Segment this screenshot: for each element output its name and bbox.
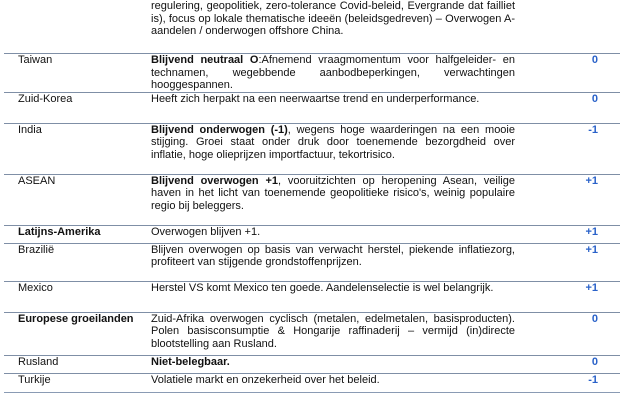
table-row-lead-in — [4, 0, 620, 54]
outlook-text — [143, 174, 515, 225]
table-row — [4, 355, 620, 373]
region-name: Mexico — [4, 281, 143, 312]
table-row — [4, 123, 620, 174]
lead-in-text: regulering, geopolitiek, zero-tolerance Covid-beleid, Evergrande dat failliet is), focus op lokale thematische ideeën (beleidsgedreven) – Overwogen A-aandelen / onderwogen offshore China. — [143, 0, 515, 54]
region-name: India — [4, 123, 143, 174]
outlook-text — [143, 225, 515, 243]
score-value: +1 — [515, 174, 620, 225]
score-value: 0 — [515, 92, 620, 123]
table-row — [4, 54, 620, 93]
outlook-text — [143, 373, 515, 392]
score-value: 0 — [515, 355, 620, 373]
score-value: 0 — [515, 54, 620, 93]
region-name: Europese groeilanden — [4, 312, 143, 355]
outlook-description: Heeft zich herpakt na een neerwaartse trend en underperformance. — [151, 92, 480, 105]
region-name: Zuid-Korea — [4, 92, 143, 123]
outlook-text — [143, 92, 515, 123]
score-value: 0 — [515, 312, 620, 355]
table-row — [4, 174, 620, 225]
outlook-table — [4, 0, 620, 393]
table-row — [4, 243, 620, 281]
outlook-description: , vooruitzichten op heropening Asean, veilige haven in het licht van toenemende geopolitieke risico's, weinig populaire regio bij beleggers. — [151, 174, 515, 212]
rating-label: Blijvend neutraal O — [151, 54, 259, 66]
table-row — [4, 225, 620, 243]
region-name: Latijns-Amerika — [4, 225, 143, 243]
outlook-text — [143, 281, 515, 312]
region-name: ASEAN — [4, 174, 143, 225]
region-name: Taiwan — [4, 54, 143, 93]
outlook-description: Blijven overwogen op basis van verwacht herstel, piekende inflatiezorg, profiteert van stijgende grondstoffenprijzen. — [151, 243, 515, 269]
rating-label: Blijvend onderwogen (-1) — [151, 123, 288, 136]
outlook-text — [143, 355, 515, 373]
table-row — [4, 373, 620, 392]
outlook-text — [143, 123, 515, 174]
outlook-text — [143, 312, 515, 355]
region-name: Brazilië — [4, 243, 143, 281]
score-value: +1 — [515, 225, 620, 243]
rating-label: Niet-belegbaar. — [151, 355, 230, 368]
table-row — [4, 312, 620, 355]
rating-label: Blijvend overwogen +1 — [151, 174, 278, 187]
outlook-text — [143, 243, 515, 281]
outlook-description: Overwogen blijven +1. — [151, 225, 261, 238]
table-row — [4, 281, 620, 312]
outlook-description: , wegens hoge waarderingen na een mooie stijging. Groei staat onder druk door toenemende bezorgdheid over inflatie, hoge olieprijzen importfactuur, tekortrisico. — [151, 123, 515, 161]
score-value: +1 — [515, 281, 620, 312]
outlook-description: Volatiele markt en onzekerheid over het beleid. — [151, 373, 380, 386]
outlook-description: Zuid-Afrika overwogen cyclisch (metalen, edelmetalen, basisproducten). Polen basisconsumptie & Hongarije raffinaderij – vermijd (in)directe blootstelling aan Rusland. — [151, 312, 515, 350]
outlook-description: :Afnemend vraagmomentum voor halfgeleider- en technamen, wegebbende aanbodbeperkingen, verwachtingen hooggespannen. — [151, 54, 515, 92]
score-value: -1 — [515, 123, 620, 174]
region-name: Rusland — [4, 355, 143, 373]
score-value: +1 — [515, 243, 620, 281]
outlook-text — [143, 54, 515, 93]
region-name: Turkije — [4, 373, 143, 392]
outlook-description: Herstel VS komt Mexico ten goede. Aandelenselectie is wel belangrijk. — [151, 281, 494, 294]
score-value: -1 — [515, 373, 620, 392]
table-row — [4, 92, 620, 123]
